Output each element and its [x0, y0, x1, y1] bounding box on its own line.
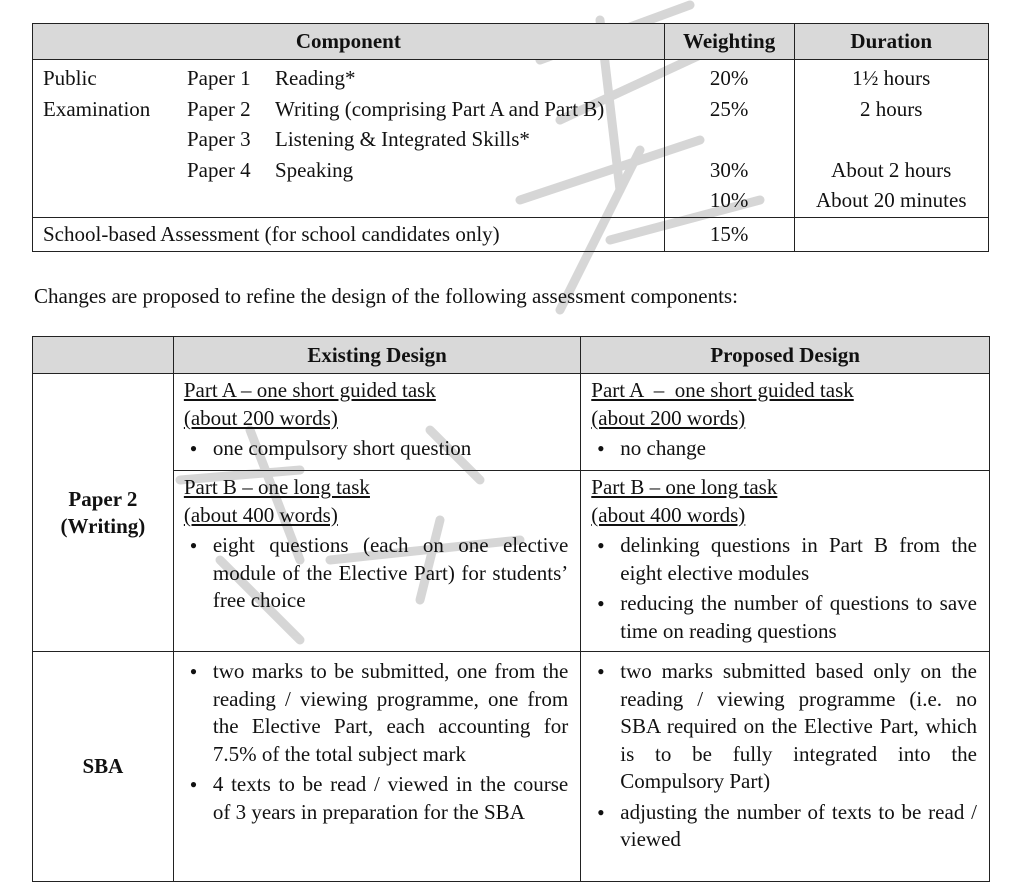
list-item: ● reducing the number of questions to save time on reading questions [591, 590, 977, 645]
public-exam-label: Public Examination [43, 66, 151, 121]
paper2-writing-label: Paper 2 (Writing) [33, 374, 174, 652]
paper-list [187, 63, 604, 216]
paper-3-line: Paper 3 Listening & Integrated Skills* [187, 127, 530, 151]
header-proposed-design: Proposed Design [581, 337, 990, 374]
sba-row [33, 217, 989, 251]
partA-existing-cell: Part A – one short guided task (about 200 words) ● one compulsory short question [173, 374, 580, 471]
paper2-partA-row [33, 374, 990, 471]
sba-label: SBA [33, 652, 174, 882]
sba-row-weighting: 15% [664, 217, 794, 251]
partB-existing-cell: Part B – one long task (about 400 words) ● eight questions (each on one elective module of the Elective Part) for students’ free choice [173, 471, 580, 652]
sba-comparison-row [33, 652, 990, 882]
list-item: ● 4 texts to be read / viewed in the course of 3 years in preparation for the SBA [184, 771, 568, 826]
header-weighting: Weighting [664, 24, 794, 60]
header-blank [33, 337, 174, 374]
header-component: Component [33, 24, 665, 60]
list-item: ● two marks submitted based only on the reading / viewing programme (i.e. no SBA required on the Elective Part, which is to be fully integrated into the Compulsory Part) [591, 658, 977, 796]
assessment-components-table [32, 23, 989, 252]
duration-column: 1½ hours 2 hours About 2 hours About 20 minutes [794, 60, 988, 218]
list-item: ● one compulsory short question [184, 435, 568, 463]
partA-proposed-cell: Part A – one short guided task (about 200 words) ● no change [581, 374, 990, 471]
sba-proposed-cell [581, 652, 990, 882]
paper2-partB-row [33, 471, 990, 652]
list-item: ● adjusting the number of texts to be read / viewed [591, 799, 977, 854]
list-item: ● delinking questions in Part B from the eight elective modules [591, 532, 977, 587]
weighting-column: 20% 25% 30% 10% [664, 60, 794, 218]
intro-paragraph: Changes are proposed to refine the design of the following assessment components: [34, 284, 738, 308]
header-existing-design: Existing Design [173, 337, 580, 374]
paper-2-line: Paper 2 Writing (comprising Part A and Part B) [187, 96, 605, 121]
list-item: ● eight questions (each on one elective module of the Elective Part) for students’ free choice [184, 532, 568, 615]
sba-row-label: School-based Assessment (for school candidates only) [33, 217, 665, 251]
paper-1-line: Paper 1 Reading* [187, 66, 356, 90]
sba-row-duration [794, 217, 988, 251]
list-item: ● no change [591, 435, 977, 463]
sba-existing-cell [173, 652, 580, 882]
list-item: ● two marks to be submitted, one from the reading / viewing programme, one from the Elective Part, each accounting for 7.5% of the total subject mark [184, 658, 568, 768]
header-duration: Duration [794, 24, 988, 60]
public-exam-row [33, 60, 989, 218]
paper-4-line: Paper 4 Speaking [187, 157, 354, 182]
design-comparison-table [32, 336, 990, 882]
partB-proposed-cell: Part B – one long task (about 400 words) ● delinking questions in Part B from the eight elective modules ● reducing the number of questions to save time on reading questions [581, 471, 990, 652]
